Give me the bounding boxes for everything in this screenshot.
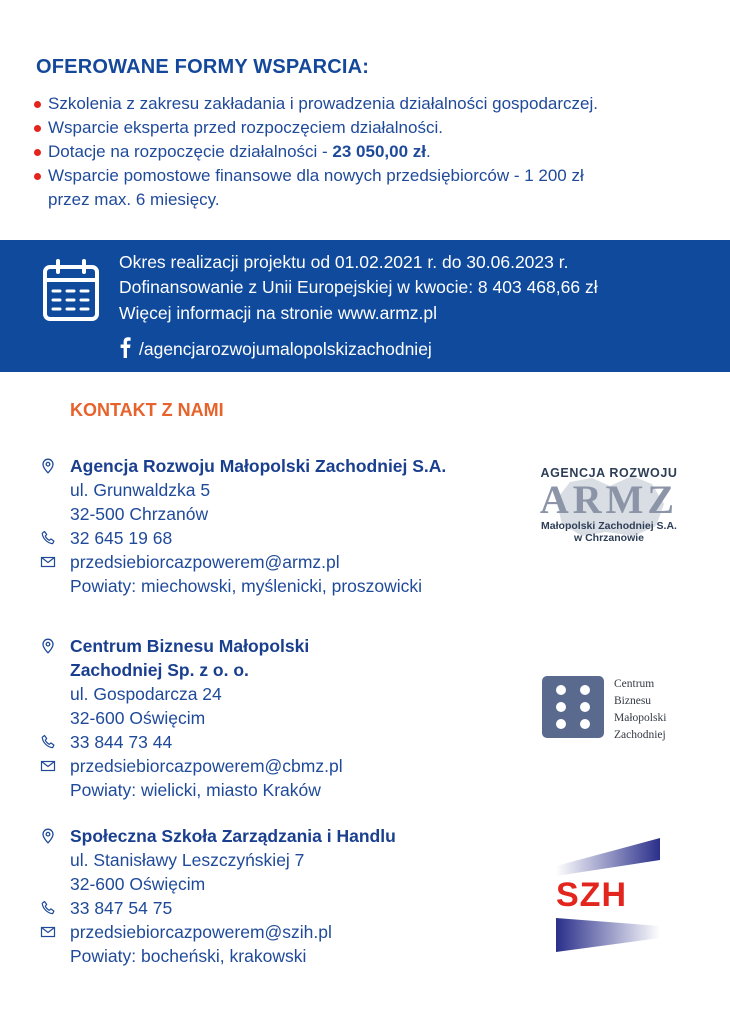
org-phone[interactable]: 32 645 19 68 bbox=[40, 526, 446, 550]
org-address: ul. Stanisławy Leszczyńskiej 7 bbox=[70, 850, 305, 870]
offer-item: Dotacje na rozpoczęcie działalności - 23 050,00 zł. bbox=[34, 140, 714, 164]
project-funding: Dofinansowanie z Unii Europejskiej w kwocie: 8 403 468,66 zł bbox=[119, 277, 598, 297]
facebook-handle: /agencjarozwojumalopolskizachodniej bbox=[139, 339, 432, 359]
org-email[interactable]: przedsiebiorcazpowerem@szih.pl bbox=[40, 920, 396, 944]
org-name: Agencja Rozwoju Małopolski Zachodniej S.A. bbox=[40, 454, 446, 478]
org-counties: Powiaty: bocheński, krakowski bbox=[70, 946, 307, 966]
szh-logo bbox=[556, 838, 662, 954]
org-city: 32-500 Chrzanów bbox=[70, 504, 209, 524]
project-info-band bbox=[0, 240, 730, 372]
grant-amount: 23 050,00 zł bbox=[332, 142, 426, 161]
org-cbmz bbox=[40, 634, 343, 802]
offer-item: Wsparcie eksperta przed rozpoczęciem działalności. bbox=[34, 116, 714, 140]
armz-logo-sub: Małopolski Zachodniej S.A. bbox=[541, 520, 677, 532]
armz-logo-top: AGENCJA ROZWOJU bbox=[540, 466, 678, 480]
armz-logo bbox=[530, 466, 688, 544]
location-pin-icon bbox=[40, 458, 56, 474]
org-counties: Powiaty: wielicki, miasto Kraków bbox=[70, 780, 321, 800]
cbmz-logo-line: Zachodniej bbox=[614, 729, 666, 741]
cbmz-logo bbox=[542, 676, 667, 743]
org-address: ul. Grunwaldzka 5 bbox=[70, 480, 211, 500]
org-name: Społeczna Szkoła Zarządzania i Handlu bbox=[40, 824, 396, 848]
org-email[interactable]: przedsiebiorcazpowerem@cbmz.pl bbox=[40, 754, 343, 778]
cbmz-logo-line: Małopolski bbox=[614, 712, 667, 724]
contact-heading: KONTAKT Z NAMI bbox=[70, 400, 224, 420]
project-info-link[interactable]: Więcej informacji na stronie www.armz.pl bbox=[119, 303, 438, 323]
envelope-icon bbox=[40, 554, 56, 570]
phone-icon bbox=[40, 530, 56, 546]
org-name-continued: Zachodniej Sp. z o. o. bbox=[70, 660, 249, 680]
org-phone[interactable]: 33 847 54 75 bbox=[40, 896, 396, 920]
org-city: 32-600 Oświęcim bbox=[70, 874, 206, 894]
org-address: ul. Gospodarcza 24 bbox=[70, 684, 222, 704]
envelope-icon bbox=[40, 758, 56, 774]
facebook-link[interactable] bbox=[119, 336, 432, 360]
armz-logo-sub2: w Chrzanowie bbox=[573, 532, 644, 544]
calendar-icon bbox=[42, 258, 100, 322]
org-phone[interactable]: 33 844 73 44 bbox=[40, 730, 343, 754]
facebook-icon bbox=[119, 336, 131, 358]
offer-heading: OFEROWANE FORMY WSPARCIA: bbox=[36, 56, 370, 78]
envelope-icon bbox=[40, 924, 56, 940]
dice-icon bbox=[542, 676, 604, 738]
org-szih bbox=[40, 824, 396, 968]
location-pin-icon bbox=[40, 638, 56, 654]
cbmz-logo-line: Centrum bbox=[614, 678, 655, 690]
phone-icon bbox=[40, 900, 56, 916]
offer-item: Szkolenia z zakresu zakładania i prowadzenia działalności gospodarczej. bbox=[34, 92, 714, 116]
org-armz bbox=[40, 454, 446, 598]
org-email[interactable]: przedsiebiorcazpowerem@armz.pl bbox=[40, 550, 446, 574]
org-name: Centrum Biznesu Małopolski bbox=[40, 634, 343, 658]
project-period: Okres realizacji projektu od 01.02.2021 r. do 30.06.2023 r. bbox=[119, 252, 569, 272]
armz-logo-mark: ARMZ bbox=[539, 477, 679, 522]
org-city: 32-600 Oświęcim bbox=[70, 708, 206, 728]
location-pin-icon bbox=[40, 828, 56, 844]
szh-logo-text: SZH bbox=[556, 876, 627, 914]
phone-icon bbox=[40, 734, 56, 750]
org-counties: Powiaty: miechowski, myślenicki, proszowicki bbox=[70, 576, 423, 596]
cbmz-logo-line: Biznesu bbox=[614, 695, 652, 707]
offer-list bbox=[34, 92, 714, 212]
offer-item: Wsparcie pomostowe finansowe dla nowych przedsiębiorców - 1 200 zł przez max. 6 miesięcy. bbox=[34, 164, 714, 212]
